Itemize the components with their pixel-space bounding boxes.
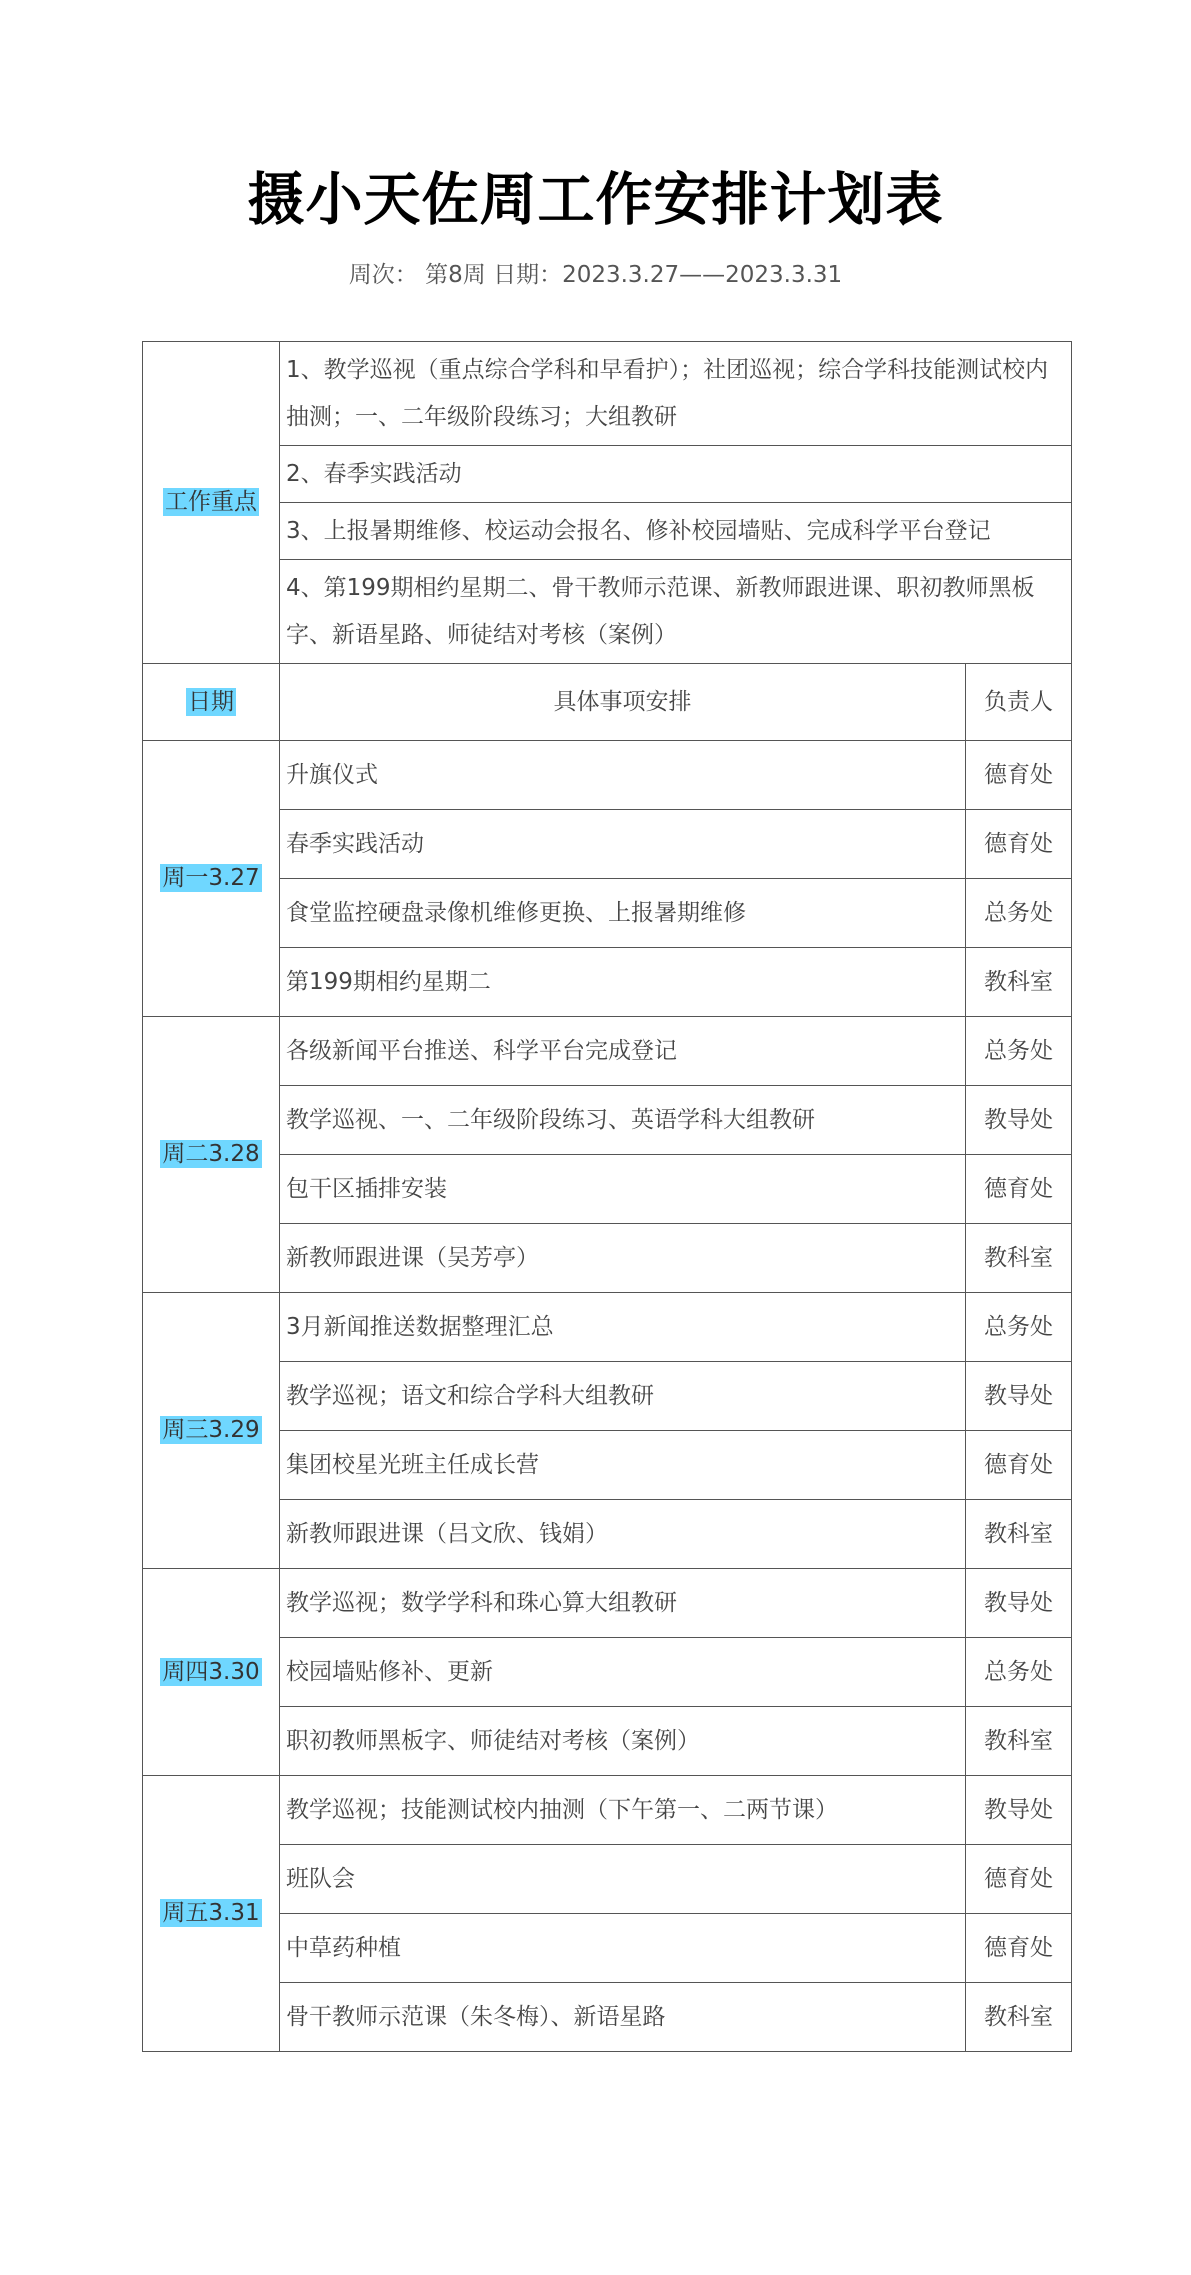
day-label-cell: [143, 1569, 280, 1776]
focus-label: 工作重点: [165, 489, 257, 515]
header-date: 日期: [188, 688, 234, 715]
table-row: [143, 948, 1072, 1017]
table-row: [143, 1017, 1072, 1086]
table-row: [143, 1776, 1072, 1845]
day-label-cell: [143, 1776, 280, 2052]
table-row: [143, 1362, 1072, 1431]
table-row: [143, 810, 1072, 879]
table-row: [143, 1155, 1072, 1224]
day-label: 周三3.29: [162, 1417, 260, 1443]
task-cell: 教学巡视；语文和综合学科大组教研: [280, 1362, 966, 1431]
task-cell: 集团校星光班主任成长营: [280, 1431, 966, 1500]
task-cell: 校园墙贴修补、更新: [280, 1638, 966, 1707]
task-cell: 第199期相约星期二: [280, 948, 966, 1017]
day-label-cell: [143, 1293, 280, 1569]
day-label: 周五3.31: [162, 1900, 260, 1926]
header-arrangement: 具体事项安排: [280, 664, 966, 741]
date-value: 2023.3.27——2023.3.31: [562, 262, 843, 288]
task-cell: 3月新闻推送数据整理汇总: [280, 1293, 966, 1362]
person-cell: 教科室: [966, 1707, 1072, 1776]
day-label-cell: [143, 1017, 280, 1293]
person-cell: 教科室: [966, 948, 1072, 1017]
day-label-cell: [143, 741, 280, 1017]
person-cell: 总务处: [966, 879, 1072, 948]
table-row: [143, 1638, 1072, 1707]
task-cell: 各级新闻平台推送、科学平台完成登记: [280, 1017, 966, 1086]
task-cell: 教学巡视；技能测试校内抽测（下午第一、二两节课）: [280, 1776, 966, 1845]
focus-row: [143, 342, 1072, 446]
person-cell: 德育处: [966, 1914, 1072, 1983]
table-row: [143, 1707, 1072, 1776]
person-cell: 教导处: [966, 1776, 1072, 1845]
header-person: 负责人: [966, 664, 1072, 741]
day-label: 周一3.27: [162, 865, 260, 891]
table-row: [143, 1293, 1072, 1362]
focus-item: 2、春季实践活动: [280, 446, 1072, 503]
task-cell: 食堂监控硬盘录像机维修更换、上报暑期维修: [280, 879, 966, 948]
person-cell: 总务处: [966, 1638, 1072, 1707]
week-date-line: [0, 258, 1191, 292]
table-row: [143, 741, 1072, 810]
task-cell: 中草药种植: [280, 1914, 966, 1983]
table-row: [143, 1500, 1072, 1569]
person-cell: 德育处: [966, 1431, 1072, 1500]
schedule-table: [142, 341, 1072, 2052]
person-cell: 教科室: [966, 1224, 1072, 1293]
task-cell: 新教师跟进课（吕文欣、钱娟）: [280, 1500, 966, 1569]
task-cell: 升旗仪式: [280, 741, 966, 810]
week-label: 周次：: [348, 262, 418, 288]
person-cell: 德育处: [966, 741, 1072, 810]
table-header-row: [143, 664, 1072, 741]
task-cell: 班队会: [280, 1845, 966, 1914]
person-cell: 教导处: [966, 1362, 1072, 1431]
week-value: 第8周: [425, 262, 486, 288]
task-cell: 春季实践活动: [280, 810, 966, 879]
table-row: [143, 1914, 1072, 1983]
table-row: [143, 1983, 1072, 2052]
person-cell: 德育处: [966, 810, 1072, 879]
focus-item: 1、教学巡视（重点综合学科和早看护）；社团巡视；综合学科技能测试校内抽测；一、二年级阶段练习；大组教研: [280, 342, 1072, 446]
person-cell: 教导处: [966, 1569, 1072, 1638]
table-row: [143, 1086, 1072, 1155]
focus-row: [143, 560, 1072, 664]
focus-row: [143, 446, 1072, 503]
focus-item: 3、上报暑期维修、校运动会报名、修补校园墙贴、完成科学平台登记: [280, 503, 1072, 560]
person-cell: 总务处: [966, 1017, 1072, 1086]
task-cell: 教学巡视、一、二年级阶段练习、英语学科大组教研: [280, 1086, 966, 1155]
person-cell: 教导处: [966, 1086, 1072, 1155]
person-cell: 德育处: [966, 1845, 1072, 1914]
focus-label-cell: [143, 342, 280, 664]
person-cell: 总务处: [966, 1293, 1072, 1362]
person-cell: 教科室: [966, 1983, 1072, 2052]
day-label: 周二3.28: [162, 1141, 260, 1167]
person-cell: 教科室: [966, 1500, 1072, 1569]
table-row: [143, 1569, 1072, 1638]
table-row: [143, 1431, 1072, 1500]
focus-item: 4、第199期相约星期二、骨干教师示范课、新教师跟进课、职初教师黑板字、新语星路、师徒结对考核（案例）: [280, 560, 1072, 664]
page-title: 摄小天佐周工作安排计划表: [247, 167, 944, 233]
day-label: 周四3.30: [162, 1658, 260, 1685]
table-row: [143, 1845, 1072, 1914]
task-cell: 职初教师黑板字、师徒结对考核（案例）: [280, 1707, 966, 1776]
task-cell: 新教师跟进课（吴芳亭）: [280, 1224, 966, 1293]
task-cell: 教学巡视；数学学科和珠心算大组教研: [280, 1569, 966, 1638]
table-row: [143, 879, 1072, 948]
header-date-cell: [143, 664, 280, 741]
focus-row: [143, 503, 1072, 560]
date-label: 日期：: [493, 262, 563, 288]
task-cell: 包干区插排安装: [280, 1155, 966, 1224]
person-cell: 德育处: [966, 1155, 1072, 1224]
task-cell: 骨干教师示范课（朱冬梅）、新语星路: [280, 1983, 966, 2052]
table-row: [143, 1224, 1072, 1293]
